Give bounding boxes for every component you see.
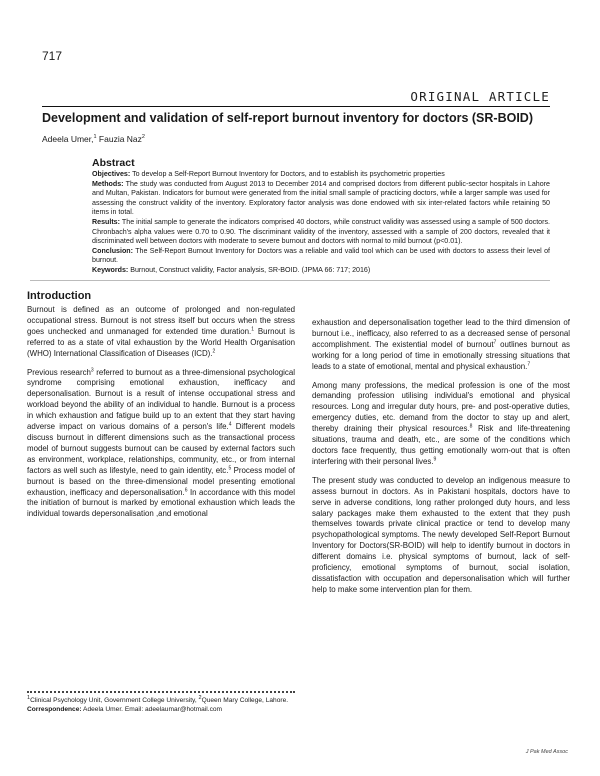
citation: 1 bbox=[251, 326, 254, 333]
page-number: 717 bbox=[42, 49, 63, 63]
abstract bbox=[92, 157, 550, 276]
paragraph-text: referred to burnout as a three-dimensional psychological syndrome comprising emotional exhaustion, inefficacy and depersonalisation. Burnout is a result of intense occupational stress and workload beyond the ability of an individual to handle. Burnout is a process in which exhaustion and fatigue build up to an extent that they start having adverse impact on various domains of a person's life. bbox=[27, 367, 295, 432]
paragraph-text: Different models discuss burnout in different dimensions such as the transactional process model of burnout suggests burnout can be caused by external factors such as environment, workplace, relationships, community, etc., or from internal factors as well such as lifestyle, need to gain identity, etc. bbox=[27, 422, 295, 475]
paragraph-text: The present study was conducted to develop an indigenous measure to assess burnout in doctors. As in Pakistani hospitals, doctors have to serve in adverse conditions, long rather prolonged duty hours, and less salary packages make them exhausted to the extent that they push themselves towards private clinical practice or tend to develop many psychopathological symptoms. The newly developed Self-Report Burnout Inventory for Doctors(SR-BOID) will help to identify burnout in doctors in different domains i.e. physical symptoms of burnout, lack of self-proficiency, emotional symptoms of burnout, social isolation, dissatisfaction with occupation and depersonalisation which will further help to make some intervention plan for them. bbox=[312, 475, 570, 594]
citation: 9 bbox=[433, 456, 437, 463]
section-label: ORIGINAL ARTICLE bbox=[410, 89, 550, 104]
results-text: The initial sample to generate the indicators comprised 40 doctors, while construct validity was assessed using a sample of 500 doctors. Chronbach's alpha values were 0.70 to 0.90. The discriminant validity of the inventory, assessed with a sample of 200 doctors, revealed that it discriminated well between doctors with moderate to severe burnout and doctors with normal to mild burnout (p<0.01). bbox=[92, 217, 550, 246]
methods-label: Methods: bbox=[92, 179, 124, 188]
affiliation-marker: 2 bbox=[198, 694, 202, 701]
keywords-label: Keywords: bbox=[92, 265, 129, 274]
author-2: Fauzia Naz bbox=[96, 134, 142, 144]
paragraph bbox=[312, 318, 570, 373]
results-label: Results: bbox=[92, 217, 120, 226]
header-rule bbox=[42, 106, 550, 107]
paragraph-text: Burnout is defined as an outcome of prolonged and non-regulated occupational stress. Burnout is not stress itself but occurs when the stress goes unchecked and unmanaged for extended time duration. bbox=[27, 305, 295, 336]
author-list bbox=[42, 134, 145, 144]
paragraph bbox=[312, 381, 570, 468]
author-2-affiliation: 2 bbox=[141, 134, 145, 141]
paragraph-text: Among many professions, the medical profession is one of the most demanding profession utilising individual's emotional and physical resources. Long and irregular duty hours, pre- and post-operative duties, emergency duties, etc. demand from the doctor to stay up and alert, thereby draining their physical resources. bbox=[312, 380, 570, 434]
right-column bbox=[312, 318, 570, 604]
conclusion-text: The Self-Report Burnout Inventory for Doctors was a reliable and valid tool which can be used with doctors to assess their level of burnout. bbox=[92, 246, 550, 265]
affiliation-text: Queen Mary College, Lahore. bbox=[201, 697, 289, 704]
section-divider bbox=[30, 280, 550, 281]
citation: 6 bbox=[184, 486, 188, 493]
citation: 3 bbox=[90, 366, 94, 373]
paragraph-text: Previous research bbox=[27, 367, 91, 377]
footnote-divider bbox=[27, 691, 295, 693]
introduction-heading: Introduction bbox=[27, 290, 92, 302]
paragraph-text: outlines burnout as working for a long period of time in emotionally stressing situations that leads to a state of emotional, mental and physical exhaustion. bbox=[312, 339, 570, 371]
paragraph-text: In accordance with this model the initiation of burnout is marked by emotional exhaustion which leads the individual towards depersonalisation ,and emotional bbox=[27, 487, 295, 519]
objectives-label: Objectives: bbox=[92, 170, 131, 178]
paragraph-text: Burnout is referred to as a state of vital exhaustion by the World Health Organisation (WHO) International Classification of Diseases (ICD). bbox=[27, 326, 295, 358]
paragraph bbox=[27, 305, 295, 360]
paragraph-text: Risk and life-threatening situations, trauma and death, etc., are some of the conditions which doctors face frequently, thus getting emotionally worn-out that is often interfering with their personal lives. bbox=[312, 424, 570, 466]
paragraph-text: exhaustion and depersonalisation together lead to the third dimension of burnout i.e., inefficacy, also referred to as a decreased sense of personal accomplishment. The existential model of burnout bbox=[312, 318, 570, 349]
paragraph-text: Process model of burnout is based on the three-dimensional model presenting emotional exhaustion, inefficacy and depersonalisation. bbox=[27, 465, 295, 497]
abstract-results bbox=[92, 218, 550, 247]
affiliations bbox=[27, 696, 295, 705]
affiliation-marker: 1 bbox=[27, 694, 31, 701]
methods-text: The study was conducted from August 2013 to December 2014 and comprised doctors from different public-sector hospitals in Lahore and Multan, Pakistan. Indicators for burnout were generated from the initial small sample of practicing doctors, while a larger sample was used for assessing the construct validity of the inventory. Exploratory factor analysis was done endowed with six inter-related factors while retaining 50 items in total. bbox=[92, 179, 550, 217]
abstract-objectives bbox=[92, 170, 550, 180]
conclusion-label: Conclusion: bbox=[92, 246, 133, 255]
abstract-keywords bbox=[92, 266, 550, 276]
abstract-conclusion bbox=[92, 247, 550, 266]
paragraph bbox=[312, 476, 570, 596]
citation: 5 bbox=[228, 465, 232, 472]
correspondence-text: Adeela Umer. Email: adeelaumar@hotmail.com bbox=[81, 706, 223, 714]
objectives-text: To develop a Self-Report Burnout Inventory for Doctors, and to establish its psychometric properties bbox=[130, 170, 445, 178]
author-1: Adeela Umer, bbox=[42, 134, 94, 144]
paragraph bbox=[27, 368, 295, 521]
citation: 7 bbox=[493, 339, 497, 346]
abstract-heading: Abstract bbox=[92, 157, 135, 169]
abstract-methods bbox=[92, 180, 550, 218]
citation: 7 bbox=[527, 361, 531, 367]
citation: 2 bbox=[212, 348, 216, 354]
citation: 8 bbox=[469, 423, 473, 430]
affiliation-text: Clinical Psychology Unit, Government College University, bbox=[30, 697, 199, 704]
correspondence bbox=[27, 705, 295, 714]
left-column bbox=[27, 305, 295, 528]
footnote bbox=[27, 696, 295, 714]
author-1-affiliation: 1 bbox=[93, 134, 97, 141]
journal-name: J Pak Med Assoc bbox=[525, 749, 568, 755]
article-title: Development and validation of self-report burnout inventory for doctors (SR-BOID) bbox=[42, 111, 533, 125]
citation: 4 bbox=[228, 421, 232, 428]
keywords-text: Burnout, Construct validity, Factor analysis, SR-BOID. (JPMA 66: 717; 2016) bbox=[128, 265, 371, 274]
correspondence-label: Correspondence: bbox=[27, 706, 82, 714]
